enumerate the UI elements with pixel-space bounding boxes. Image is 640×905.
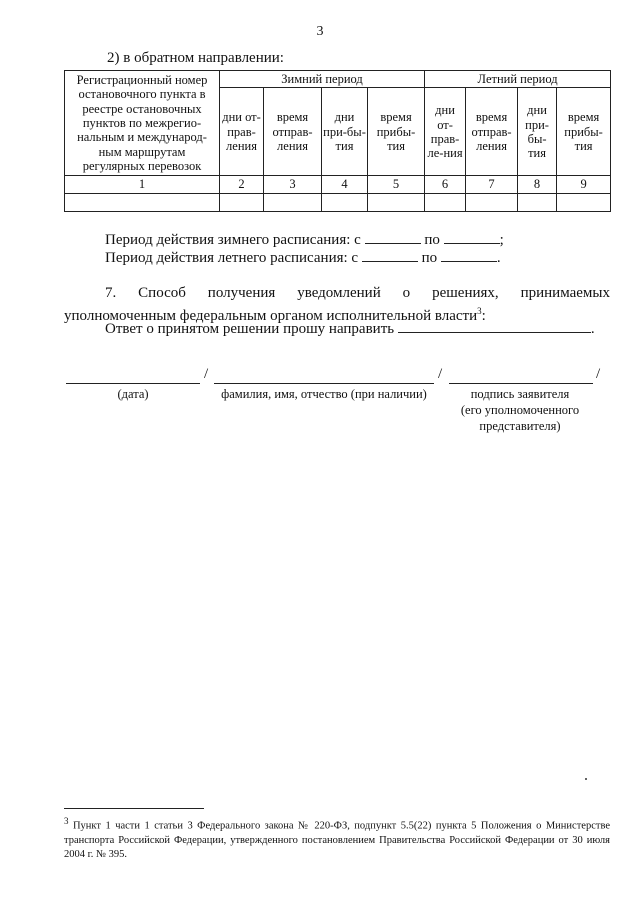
signature-label-line: подпись заявителя (470, 387, 570, 401)
footnote-ref: 3 (477, 306, 482, 316)
section7-word: решениях, (432, 285, 499, 301)
summer-end: . (496, 250, 501, 266)
signature-label-line: представителя) (479, 419, 561, 433)
column-number: 3 (264, 176, 322, 193)
date-label: (дата) (117, 387, 149, 401)
signature-label-line: (его уполномоченного (460, 403, 580, 417)
summer-from-field[interactable] (362, 249, 418, 262)
column-numbers-row (65, 176, 611, 193)
fio-label: фамилия, имя, отчество (при наличии) (221, 387, 427, 401)
sub-header: время прибы-тия (557, 88, 611, 176)
column-number: 2 (220, 176, 264, 193)
empty-cell[interactable] (425, 193, 466, 211)
column-number: 1 (65, 176, 220, 193)
separator-slash: / (438, 366, 443, 382)
empty-cell[interactable] (322, 193, 368, 211)
signature-label (440, 386, 600, 434)
stray-dot (585, 778, 587, 780)
empty-cell[interactable] (220, 193, 264, 211)
winter-end: ; (499, 232, 504, 248)
section7-number: 7. (105, 285, 117, 301)
column-number: 9 (557, 176, 611, 193)
sub-header: дни от-прав-ле-ния (425, 88, 466, 176)
answer-label: Ответ о принятом решении прошу направить (105, 321, 395, 337)
column-number: 6 (425, 176, 466, 193)
empty-cell[interactable] (518, 193, 557, 211)
sub-header: дни от-прав-ления (220, 88, 264, 176)
separator-slash: / (204, 366, 209, 382)
sign-signature-line[interactable] (449, 383, 593, 384)
sub-header: дни при-бы-тия (518, 88, 557, 176)
section7-line1 (64, 284, 610, 302)
page-number: 3 (316, 24, 324, 39)
section7-line2-end: : (481, 308, 486, 324)
separator-slash: / (596, 366, 601, 382)
answer-field[interactable] (398, 320, 591, 333)
schedule-table (64, 70, 611, 212)
section7-word: принимаемых (520, 285, 610, 301)
summer-period-header: Летний период (425, 71, 611, 88)
section7-line2-text: уполномоченным федеральным органом исполнительной власти (64, 308, 478, 324)
footnote-text: Пункт 1 части 1 статьи 3 Федерального закона № 220-ФЗ, подпункт 5.5(22) пункта 5 Положения о Министерстве транспорта Российской Федерации, утвержденного постановлением Правительства Российской Федерации от 30 июля 2004 г. № 395. (64, 820, 610, 860)
date-signature-line[interactable] (66, 383, 200, 384)
empty-row (65, 193, 611, 211)
sub-header: время отправ-ления (466, 88, 518, 176)
empty-cell[interactable] (264, 193, 322, 211)
winter-to-field[interactable] (444, 231, 500, 244)
column-number: 8 (518, 176, 557, 193)
column-number: 5 (368, 176, 425, 193)
winter-po-label: по (424, 232, 440, 248)
winter-from-field[interactable] (365, 231, 421, 244)
col-registration-number-header: Регистрационный номер остановочного пункта в реестре остановочных пунктов по межрегио-нальным и международ-ным маршрутам регулярных перевозок (65, 71, 220, 176)
column-number: 4 (322, 176, 368, 193)
winter-period-label: Период действия зимнего расписания: с (105, 232, 361, 248)
winter-period-header: Зимний период (220, 71, 425, 88)
section7-word: получения (207, 285, 276, 301)
empty-cell[interactable] (557, 193, 611, 211)
fio-signature-line[interactable] (214, 383, 434, 384)
summer-po-label: по (421, 250, 438, 266)
empty-cell[interactable] (65, 193, 220, 211)
footnote (64, 814, 610, 862)
winter-period-line (105, 231, 504, 249)
section7-word: Способ (138, 285, 186, 301)
section7-word: о (402, 285, 411, 301)
section7-word: уведомлений (297, 285, 381, 301)
sub-header: дни при-бы-тия (322, 88, 368, 176)
summer-period-line (105, 249, 501, 267)
answer-line (105, 320, 605, 338)
sub-header: время отправ-ления (264, 88, 322, 176)
empty-cell[interactable] (368, 193, 425, 211)
summer-period-label: Период действия летнего расписания: с (105, 250, 359, 266)
direction-heading: 2) в обратном направлении: (107, 50, 284, 66)
sub-header: время прибы-тия (368, 88, 425, 176)
empty-cell[interactable] (466, 193, 518, 211)
summer-to-field[interactable] (441, 249, 497, 262)
answer-end: . (590, 321, 595, 337)
footnote-sup: 3 (64, 816, 69, 826)
column-number: 7 (466, 176, 518, 193)
footnote-rule (64, 808, 204, 809)
